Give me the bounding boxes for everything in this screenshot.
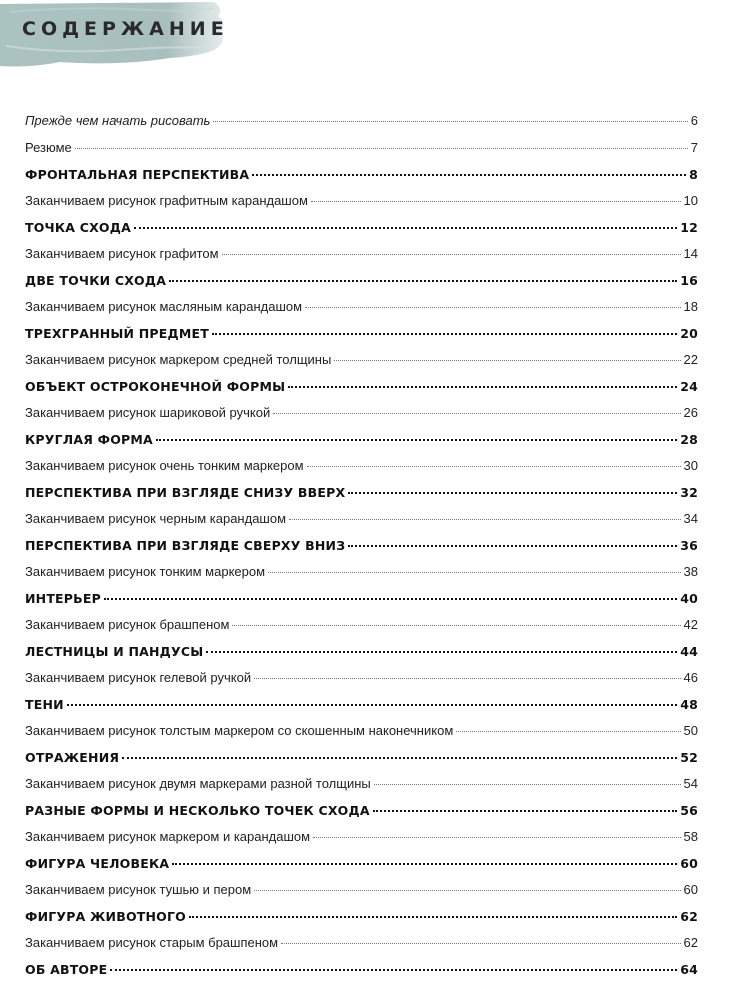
toc-page-number: 20 bbox=[680, 326, 698, 341]
toc-entry-title: ДВЕ ТОЧКИ СХОДА bbox=[25, 273, 167, 288]
dot-leader bbox=[288, 374, 677, 388]
toc-entry-title: ПЕРСПЕКТИВА ПРИ ВЗГЛЯДЕ СВЕРХУ ВНИЗ bbox=[25, 538, 346, 553]
toc-page-number: 24 bbox=[680, 379, 698, 394]
toc-section-row[interactable] bbox=[25, 960, 698, 982]
toc-entry-title: Заканчиваем рисунок графитным карандашом bbox=[25, 192, 308, 208]
toc-entry-title: ПЕРСПЕКТИВА ПРИ ВЗГЛЯДЕ СНИЗУ ВВЕРХ bbox=[25, 485, 346, 500]
dot-leader bbox=[67, 692, 677, 706]
dot-leader bbox=[305, 295, 680, 308]
toc-entry-title: Заканчиваем рисунок маркером и карандашом bbox=[25, 828, 311, 844]
toc-entry-title: Прежде чем начать рисовать bbox=[25, 113, 211, 128]
toc-section-row[interactable] bbox=[25, 642, 698, 664]
dot-leader bbox=[281, 931, 680, 944]
dot-leader bbox=[104, 586, 677, 600]
toc-page-number: 16 bbox=[680, 273, 698, 288]
toc-section-row[interactable] bbox=[25, 377, 698, 399]
toc-subsection-row[interactable] bbox=[25, 563, 698, 585]
dot-leader bbox=[206, 639, 677, 653]
toc-page-number: 18 bbox=[683, 298, 698, 314]
toc-entry-title: ФИГУРА ЖИВОТНОГО bbox=[25, 909, 186, 924]
toc-subsection-row[interactable] bbox=[25, 510, 698, 532]
toc-section-row[interactable] bbox=[25, 801, 698, 823]
toc-page-number: 30 bbox=[683, 457, 698, 473]
toc-section-row[interactable] bbox=[25, 483, 698, 505]
toc-entry-title: Заканчиваем рисунок двумя маркерами разной толщины bbox=[25, 775, 371, 791]
dot-leader bbox=[254, 666, 680, 679]
toc-entry-title: Заканчиваем рисунок очень тонким маркером bbox=[25, 457, 304, 473]
toc-page-number: 60 bbox=[683, 881, 698, 897]
toc-page-number: 54 bbox=[683, 775, 698, 791]
toc-entry-title: ОБЪЕКТ ОСТРОКОНЕЧНОЙ ФОРМЫ bbox=[25, 379, 286, 394]
toc-entry-title: Резюме bbox=[25, 139, 72, 155]
toc-entry-title: Заканчиваем рисунок масляным карандашом bbox=[25, 298, 303, 314]
dot-leader bbox=[254, 878, 680, 891]
toc-entry-title: РАЗНЫЕ ФОРМЫ И НЕСКОЛЬКО ТОЧЕК СХОДА bbox=[25, 803, 370, 818]
toc-page-number: 12 bbox=[680, 220, 698, 235]
toc-page-number: 60 bbox=[680, 856, 698, 871]
toc-section-row[interactable] bbox=[25, 854, 698, 876]
toc-entry-title: Заканчиваем рисунок черным карандашом bbox=[25, 510, 287, 526]
toc-section-row[interactable] bbox=[25, 695, 698, 717]
dot-leader bbox=[212, 321, 677, 335]
toc-section-row[interactable] bbox=[25, 430, 698, 452]
toc-page-number: 22 bbox=[683, 351, 698, 367]
dot-leader bbox=[373, 798, 678, 812]
toc-entry-title: Заканчиваем рисунок старым брашпеном bbox=[25, 934, 279, 950]
dot-leader bbox=[172, 851, 677, 865]
toc-page-number: 32 bbox=[680, 485, 698, 500]
toc-page-number: 62 bbox=[683, 934, 698, 950]
toc-entry-title: ФРОНТАЛЬНАЯ ПЕРСПЕКТИВА bbox=[25, 167, 250, 182]
toc-subsection-row[interactable] bbox=[25, 616, 698, 638]
toc-section-row[interactable] bbox=[25, 748, 698, 770]
toc-page-number: 40 bbox=[680, 591, 698, 606]
toc-entry-title: ТОЧКА СХОДА bbox=[25, 220, 131, 235]
toc-entry-title: ТЕНИ bbox=[25, 697, 64, 712]
toc-subsection-row[interactable] bbox=[25, 722, 698, 744]
toc-subsection-row[interactable] bbox=[25, 881, 698, 903]
dot-leader bbox=[334, 348, 680, 361]
dot-leader bbox=[189, 904, 677, 918]
toc-page-number: 34 bbox=[683, 510, 698, 526]
toc-entry-title: ТРЕХГРАННЫЙ ПРЕДМЕТ bbox=[25, 326, 209, 341]
toc-page-number: 52 bbox=[680, 750, 698, 765]
dot-leader bbox=[348, 480, 677, 494]
toc-subsection-row[interactable] bbox=[25, 298, 698, 320]
toc-section-row[interactable] bbox=[25, 536, 698, 558]
toc-page-number: 56 bbox=[680, 803, 698, 818]
toc-entry-title: Заканчиваем рисунок тонким маркером bbox=[25, 563, 266, 579]
toc-subsection-row[interactable] bbox=[25, 351, 698, 373]
dot-leader bbox=[169, 268, 677, 282]
toc-entry-title: ИНТЕРЬЕР bbox=[25, 591, 101, 606]
toc-page-number: 58 bbox=[683, 828, 698, 844]
toc-page-number: 26 bbox=[683, 404, 698, 420]
toc-page-number: 14 bbox=[683, 245, 698, 261]
toc-section-row[interactable] bbox=[25, 165, 698, 187]
dot-leader bbox=[213, 109, 687, 122]
toc-entry-title: ОТРАЖЕНИЯ bbox=[25, 750, 120, 765]
dot-leader bbox=[232, 613, 680, 626]
toc-entry-title: ФИГУРА ЧЕЛОВЕКА bbox=[25, 856, 170, 871]
toc-page-number: 46 bbox=[683, 669, 698, 685]
toc-page-number: 62 bbox=[680, 909, 698, 924]
toc-page-number: 38 bbox=[683, 563, 698, 579]
toc-entry-title: Заканчиваем рисунок брашпеном bbox=[25, 616, 230, 632]
toc-entry-title: ЛЕСТНИЦЫ И ПАНДУСЫ bbox=[25, 644, 204, 659]
toc-entry-title: КРУГЛАЯ ФОРМА bbox=[25, 432, 153, 447]
toc-subsection-row[interactable] bbox=[25, 457, 698, 479]
toc-section-row[interactable] bbox=[25, 271, 698, 293]
toc-subsection-row[interactable] bbox=[25, 669, 698, 691]
dot-leader bbox=[313, 825, 680, 838]
toc-entry-title: Заканчиваем рисунок тушью и пером bbox=[25, 881, 252, 897]
toc-entry-title: Заканчиваем рисунок шариковой ручкой bbox=[25, 404, 271, 420]
toc-section-row[interactable] bbox=[25, 218, 698, 240]
toc-subsection-row[interactable] bbox=[25, 245, 698, 267]
toc-page-number: 44 bbox=[680, 644, 698, 659]
toc-entry-title: Заканчиваем рисунок гелевой ручкой bbox=[25, 669, 252, 685]
dot-leader bbox=[122, 745, 677, 759]
dot-leader bbox=[75, 136, 688, 149]
dot-leader bbox=[374, 772, 681, 785]
toc-section-row[interactable] bbox=[25, 589, 698, 611]
dot-leader bbox=[222, 242, 681, 255]
dot-leader bbox=[156, 427, 677, 441]
toc-page-number: 7 bbox=[690, 139, 698, 155]
dot-leader bbox=[456, 719, 680, 732]
toc-subsection-row[interactable] bbox=[25, 828, 698, 850]
toc-page-number: 8 bbox=[689, 167, 698, 182]
toc-subsection-row[interactable] bbox=[25, 404, 698, 426]
toc-section-row[interactable] bbox=[25, 324, 698, 346]
toc-page-number: 50 bbox=[683, 722, 698, 738]
page-title: СОДЕРЖАНИЕ bbox=[22, 18, 229, 40]
toc-entry-title: Заканчиваем рисунок толстым маркером со скошенным наконечником bbox=[25, 722, 454, 738]
dot-leader bbox=[289, 507, 681, 520]
toc-entry-title: Заканчиваем рисунок маркером средней толщины bbox=[25, 351, 332, 367]
toc-entry-title: ОБ АВТОРЕ bbox=[25, 962, 108, 977]
toc-page-number: 10 bbox=[683, 192, 698, 208]
dot-leader bbox=[268, 560, 680, 573]
dot-leader bbox=[307, 454, 681, 467]
dot-leader bbox=[273, 401, 680, 414]
dot-leader bbox=[110, 957, 677, 971]
dot-leader bbox=[348, 533, 677, 547]
toc-page-number: 36 bbox=[680, 538, 698, 553]
toc-subsection-row[interactable] bbox=[25, 139, 698, 161]
toc-subsection-row[interactable] bbox=[25, 192, 698, 214]
toc-subsection-row[interactable] bbox=[25, 775, 698, 797]
dot-leader bbox=[311, 189, 681, 202]
toc-entry-title: Заканчиваем рисунок графитом bbox=[25, 245, 219, 261]
toc-subsection-row[interactable] bbox=[25, 934, 698, 956]
toc-page-number: 28 bbox=[680, 432, 698, 447]
dot-leader bbox=[134, 215, 677, 229]
dot-leader bbox=[252, 162, 686, 176]
toc-page-number: 48 bbox=[680, 697, 698, 712]
toc-subsection-row[interactable] bbox=[25, 112, 698, 134]
toc-page-number: 42 bbox=[683, 616, 698, 632]
toc-page-number: 6 bbox=[690, 113, 698, 128]
toc-page-number: 64 bbox=[680, 962, 698, 977]
toc-section-row[interactable] bbox=[25, 907, 698, 929]
